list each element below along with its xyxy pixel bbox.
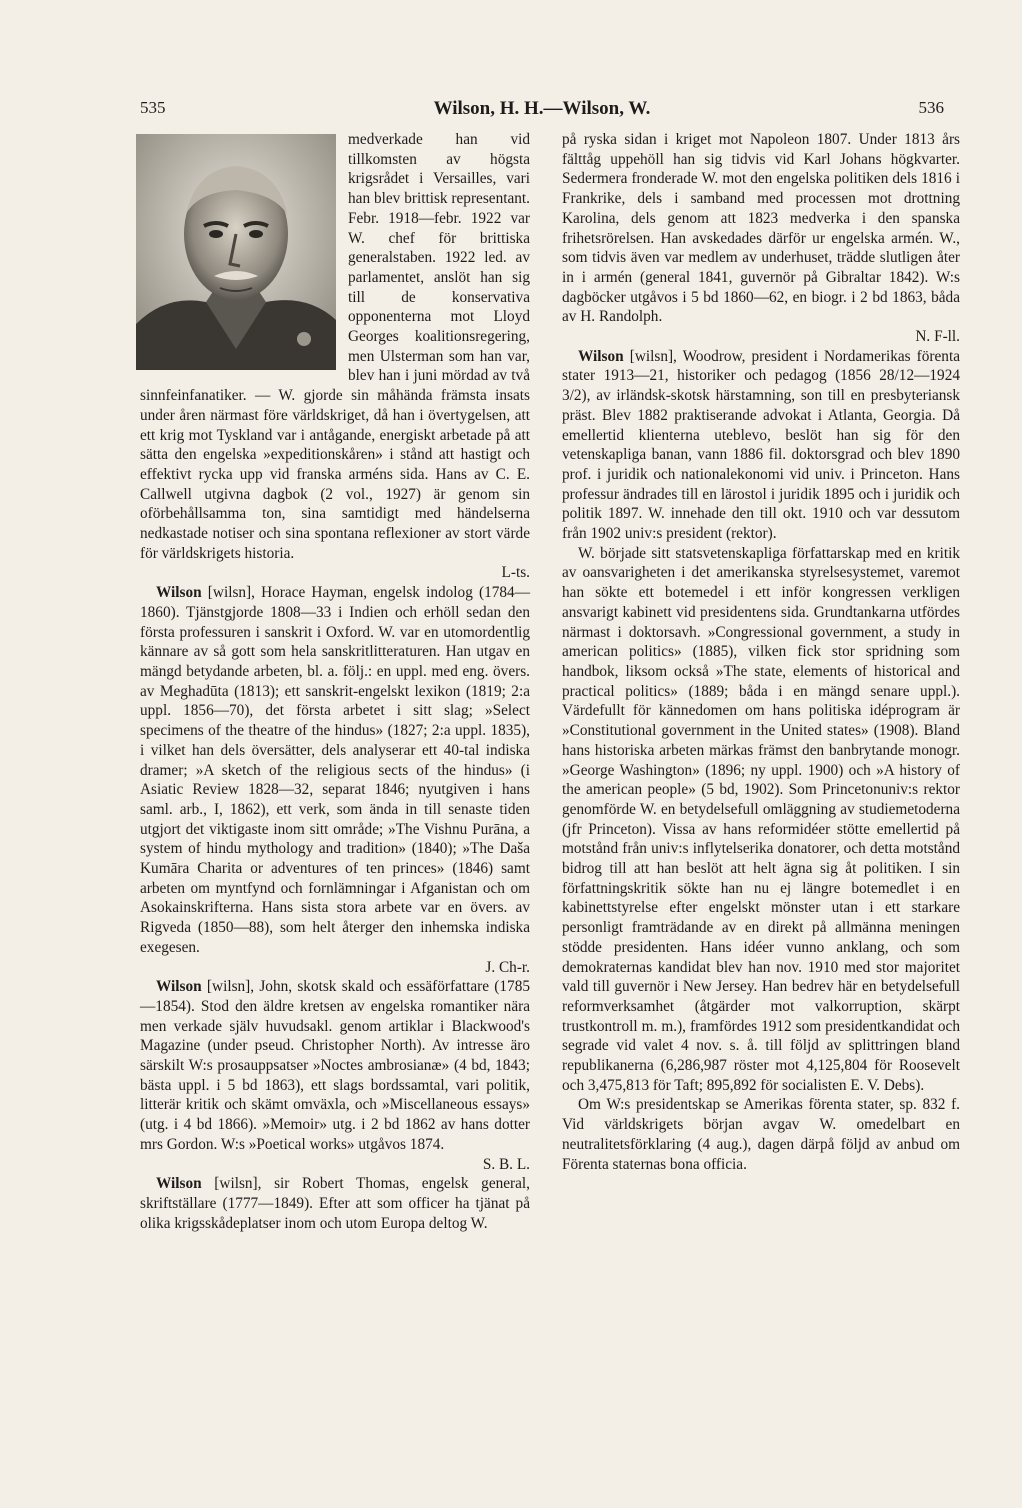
headword: Wilson (156, 1175, 202, 1193)
headword: Wilson (156, 978, 202, 996)
signature: S. B. L. (482, 1155, 530, 1173)
signature: J. Ch-r. (485, 958, 530, 976)
entry-john-wilson (140, 977, 530, 1174)
column-right (562, 130, 960, 1174)
signature: N. F-ll. (915, 328, 960, 346)
entry-text: [wilsn], Woodrow, president i Nordamerikas förenta stater 1913—21, historiker och pedagog (1856 28/12—1924 3/2), av irländsk-skotsk härstamning, son till en presbyteriansk präst. Blev 1882 praktiserande advokat i Atlanta, Georgia. Då emellertid klienterna uteblevo, beslöt han sig för den vetenskapliga banan, vann 1886 fil. doktorsgrad och blev 1890 prof. i juridik och nationalekonomi vid univ. i Princeton. Hans professur ändrades till en lärostol i juridik 1895 och i juridik och politik 1897. W. innehade den till okt. 1910 och var dessutom från 1902 univ:s president (rektor). (562, 347, 960, 543)
signature: L-ts. (501, 564, 530, 582)
entry-woodrow-wilson (562, 347, 960, 544)
page-number-right: 536 (918, 98, 944, 117)
woodrow-paragraph-3: Om W:s presidentskap se Amerikas förenta stater, sp. 832 f. Vid världskrigets början avgav W. omedelbart en neutralitetsförklaring (4 aug.), dagen därpå följd av anbud om Förenta staternas bona officia. (562, 1096, 960, 1173)
entry-robert-wilson (140, 1174, 530, 1233)
column-left (140, 130, 530, 1233)
intro-text: medverkade han vid tillkomsten av högsta krigsrådet i Versailles, vari han blev brittisk representant. Febr. 1918—febr. 1922 var W. chef för brittiska generalstaben. 1922 led. av parlamentet, anslöt han sig till de konservativa opponenterna mot Lloyd Georges koalitionsregering, men Ulsterman som han var, blev han i juni mördad av två sinnfeinfanatiker. — W. gjorde sin måhända främsta insats under åren närmast före världskriget, då han i övertygelsen, att ett krig mot Tyskland var i antågande, energiskt arbetade på att sätta den engelska »expeditionskåren» i stånd att hastigt och effektivt rycka upp vid franska arméns sida. Hans av C. E. Callwell utgivna dagbok (2 vol., 1927) är genom sin oförbehållsamma ton, sina samtidigt med händelserna nedkastade notiser och sina spontana reflexioner av stort värde för världskrigets historia. (140, 131, 530, 562)
entry-horace-wilson (140, 583, 530, 977)
woodrow-paragraph-2: W. började sitt statsvetenskapliga författarskap med en kritik av oansvarigheten i det amerikanska styrelsesystemet, varemot han sökte ett botemedel i ett inför kongressen verkligen ansvarigt kabinett vid presidentens sida. Grundtankarna utfördes närmast i doktorsavh. »Congressional government, a study in american politics» (1885), vilken fick stor spridning som handbok, liksom också »The state, elements of historical and practical politics» (1889; båda i en mängd senare uppl.). Värdefullt för kännedomen om hans politiska idéprogram är »Constitutional government in the United states» (1908). Bland hans historiska arbeten märkas främst den banbrytande monogr. »George Washington» (1896; ny uppl. 1900) och »A history of the american people» (5 bd, 1902). Som Princetonuniv:s rektor genomförde W. en betydelsefull omläggning av studiemetoderna (jfr Princeton). Vissa av hans reformidéer stötte emellertid på motstånd från univ:s inflytelserika donatorer, och detta motstånd bidrog till att han beslöt att helt ägna sig åt politiken. I sin författningskritik sökte han nu ej längre botemedlet i en kabinettstyrelse efter engelskt mönster utan i ett starkare personligt framträdande av en direkt på allmänna meningen stödde presidenten. Hans idéer vunno anklang, och som demokraternas kandidat blev han nov. 1910 med stor majoritet vald till guvernör i New Jersey. Han bedrev här en betydelsefull reformverksamhet (åtgärder mot valkorruption, skärpt trustkontroll m. m.), framfördes 1912 som presidentkandidat och segrade vid valet 4 nov. s. å. till följd av splittringen bland republikanerna (6,286,987 röster mot 4,125,804 för Roosevelt och 3,475,813 för Taft; 895,892 för socialisten E. V. Debs). (562, 544, 960, 1094)
headword: Wilson (156, 584, 202, 602)
entry-text: [wilsn], sir Robert Thomas, engelsk general, skriftställare (1777—1849). Efter att som officer ha tjänat på olika krigsskådeplatser inom och utom Europa deltog W. (140, 1175, 531, 1232)
robert-continuation (562, 130, 960, 347)
portrait-photo (136, 134, 336, 370)
intro-paragraph (140, 130, 530, 583)
headword: Wilson (578, 347, 624, 365)
entry-text: på ryska sidan i kriget mot Napoleon 1807. Under 1813 års fälttåg uppehöll han sig tidvis vid Karl Johans högkvarter. Sedermera fronderade W. mot den engelska politiken dels 1816 i Frankrike, dels i samband med processen mot drottning Karolina, dels genom att 1823 medverka i den spanska frihetsrörelsen. Han avskedades därför ur engelska armén. W., som tidvis även var medlem av underhuset, trädde slutligen åter in i armén (general 1841, guvernör på Gibraltar 1842). W:s dagböcker utgåvos i 5 bd 1860—62, en biogr. i 2 bd 1863, båda av H. Randolph. (562, 131, 960, 326)
entry-text: [wilsn], Horace Hayman, engelsk indolog (1784—1860). Tjänstgjorde 1808—33 i Indien och erhöll sedan den första professuren i sanskrit i Oxford. W. var en utomordentlig kännare av så gott som hela sanskritlitteraturen. Han utgav en mängd betydande arbeten, bl. a. följ.: en uppl. med eng. övers. av Meghadūta (1813); ett sanskrit-engelskt lexikon (1819; 2:a uppl. 1856—70), det första arbetet i sitt slag; »Select specimens of the theatre of the hindus» (1827; 2:a uppl. 1835), i vilket han dels översätter, dels analyserar ett 40-tal indiska dramer; »A sketch of the religious sects of the hindus» (i Asiatic Review 1828—32, separat 1846; nyutgiven i hans saml. arb., I, 1862), ett verk, som ända in till senaste tiden utgjort det viktigaste inom sitt område; »The Vishnu Purāna, a system of hindu mythology and tradition» (1840); »The Daša Kumāra Charita or adventures of ten princes» (1846) samt arbeten om myntfynd och fornlämningar i Afganistan och om Asokainskrifterna. Hans sista stora arbete var en övers. av Rigveda (1850—88), som helt återger den inhemska indiska exegesen. (140, 584, 530, 956)
page-header (140, 98, 944, 128)
running-head: Wilson, H. H.—Wilson, W. (433, 98, 651, 119)
page-number-left: 535 (140, 98, 166, 117)
entry-text: [wilsn], John, skotsk skald och essäförfattare (1785—1854). Stod den äldre kretsen av engelska romantiker nära men verkade själv huvudsakl. genom artiklar i Blackwood's Magazine (under pseud. Christopher North). Av intresse äro särskilt W:s prosauppsatser »Noctes ambrosianæ» (4 bd, 1843; bästa uppl. i 5 bd 1863), ett slags bordssamtal, vari politik, litterär kritik och skämt omväxla, och »Miscellaneous essays» (utg. i 4 bd 1866). »Memoir» utg. i 2 bd 1862 av hans dotter mrs Gordon. W:s »Poetical works» utgåvos 1874. (140, 978, 530, 1153)
